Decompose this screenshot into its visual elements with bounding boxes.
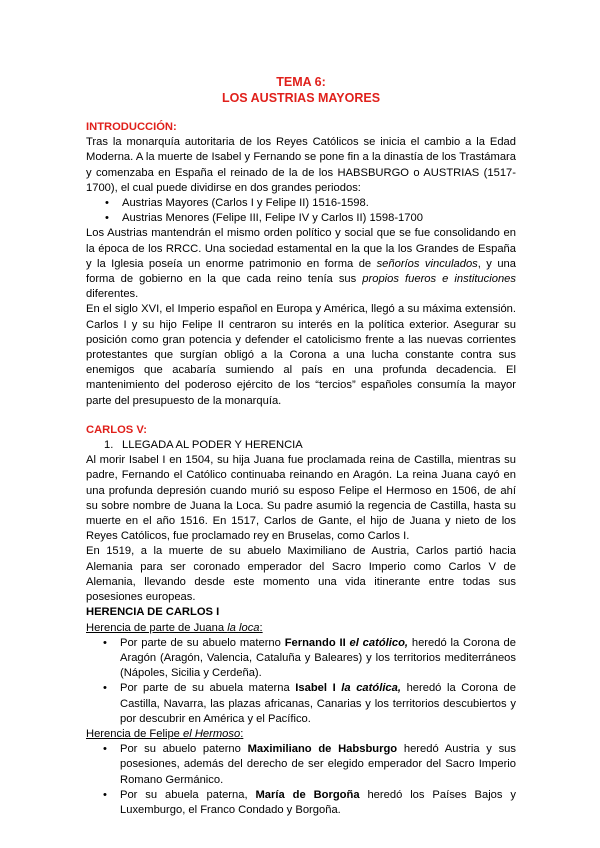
title-line-2: LOS AUSTRIAS MAYORES (221, 91, 381, 105)
list-item: • Por su abuelo paterno Maximiliano de Habsburgo heredó Austria y sus posesiones, además del derecho de ser elegido emperador del Sacro Imperio Romano Germánico. (103, 743, 516, 786)
felipe-list (86, 742, 516, 818)
intro-paragraph-3: En el siglo XVI, el Imperio español en Europa y América, llegó a su máxima extensión. Carlos I y su hijo Felipe II centraron su interés en la política exterior. Asegurar su posición como gran potencia y defender el catolicismo frente a las nuevas corrientes protestantes que surgían obligó a la Corona a una lucha constante contra sus enemigos que acabaría sumiendo al país en una profunda decadencia. El mantenimiento del poderoso ejército de los “tercios” españoles consumía la mayor parte del presupuesto de la monarquía. (86, 303, 516, 407)
numbered-item: 1. LLEGADA AL PODER Y HERENCIA (104, 439, 303, 452)
bullet-icon: • (103, 636, 107, 649)
juana-subheading: Herencia de parte de Juana la loca: (86, 621, 263, 634)
bullet-icon: • (105, 197, 109, 210)
bullet-icon: • (103, 788, 107, 801)
carlos-paragraph-2: En 1519, a la muerte de su abuelo Maximiliano de Austria, Carlos partió hacia Alemania para ser coronado emperador del Sacro Imperio como Carlos V de Alemania, llevando desde este momento una vida itinerante entre todas sus posesiones europeas. (86, 545, 516, 604)
bullet-icon: • (105, 212, 109, 225)
periods-list (86, 196, 516, 226)
list-item: • Austrias Menores (Felipe III, Felipe IV y Carlos II) 1598-1700 (86, 211, 516, 226)
bullet-icon: • (103, 682, 107, 695)
list-item: • Por parte de su abuela materna Isabel I la católica, heredó la Corona de Castilla, Navarra, las plazas africanas, Canarias y los territorios descubiertos y por descubrir en América y el Pacífico. (103, 682, 516, 725)
herencia-heading: HERENCIA DE CARLOS I (86, 606, 220, 619)
title-line-1: TEMA 6: (276, 75, 326, 89)
carlos-heading: CARLOS V: (86, 423, 147, 436)
list-item: • Por su abuela paterna, María de Borgoña heredó los Países Bajos y Luxemburgo, el Franco Condado y Borgoña. (103, 788, 516, 816)
document-page (86, 74, 516, 818)
list-item: • Por parte de su abuelo materno Fernando II el católico, heredó la Corona de Aragón (Aragón, Valencia, Cataluña y Baleares) y los territorios mediterráneos (Nápoles, Sicilia y Cerdeña). (103, 636, 516, 680)
intro-paragraph-1: Tras la monarquía autoritaria de los Reyes Católicos se inicia el cambio a la Edad Moderna. A la muerte de Isabel y Fernando se pone fin a la dinastía de los Trastámara y comenzaba en España el reinado de la de los HABSBURGO o AUSTRIAS (1517-1700), el cual puede dividirse en dos grandes periodos: (86, 136, 516, 194)
carlos-paragraph-1: Al morir Isabel I en 1504, su hija Juana fue proclamada reina de Castilla, mientras su padre, Fernando el Católico continuaba reinando en Aragón. La reina Juana cayó en una profunda depresión cuando murió su esposo Felipe el Hermoso en 1506, de ahí su sobre nombre de Juana la Loca. Su padre asumió la regencia de Castilla, hasta su muerte en el año 1516. En 1517, Carlos de Gante, el hijo de Juana y nieto de los Reyes Católicos, fue proclamado rey en Bruselas, como Carlos I. (86, 454, 516, 543)
bullet-icon: • (103, 743, 107, 756)
juana-list (86, 636, 516, 727)
intro-paragraph-2: Los Austrias mantendrán el mismo orden político y social que se fue consolidando en la época de los RRCC. Una sociedad estamental en la que la los Grandes de España y la Iglesia poseía un enorme patrimonio en forma de señoríos vinculados, y una forma de gobierno en la que cada reino tenía sus propios fueros e instituciones diferentes. (86, 227, 516, 301)
felipe-subheading: Herencia de Felipe el Hermoso: (86, 727, 244, 740)
list-item: • Austrias Mayores (Carlos I y Felipe II) 1516-1598. (86, 196, 516, 211)
intro-heading: INTRODUCCIÓN: (86, 121, 177, 133)
doc-title (86, 74, 516, 106)
